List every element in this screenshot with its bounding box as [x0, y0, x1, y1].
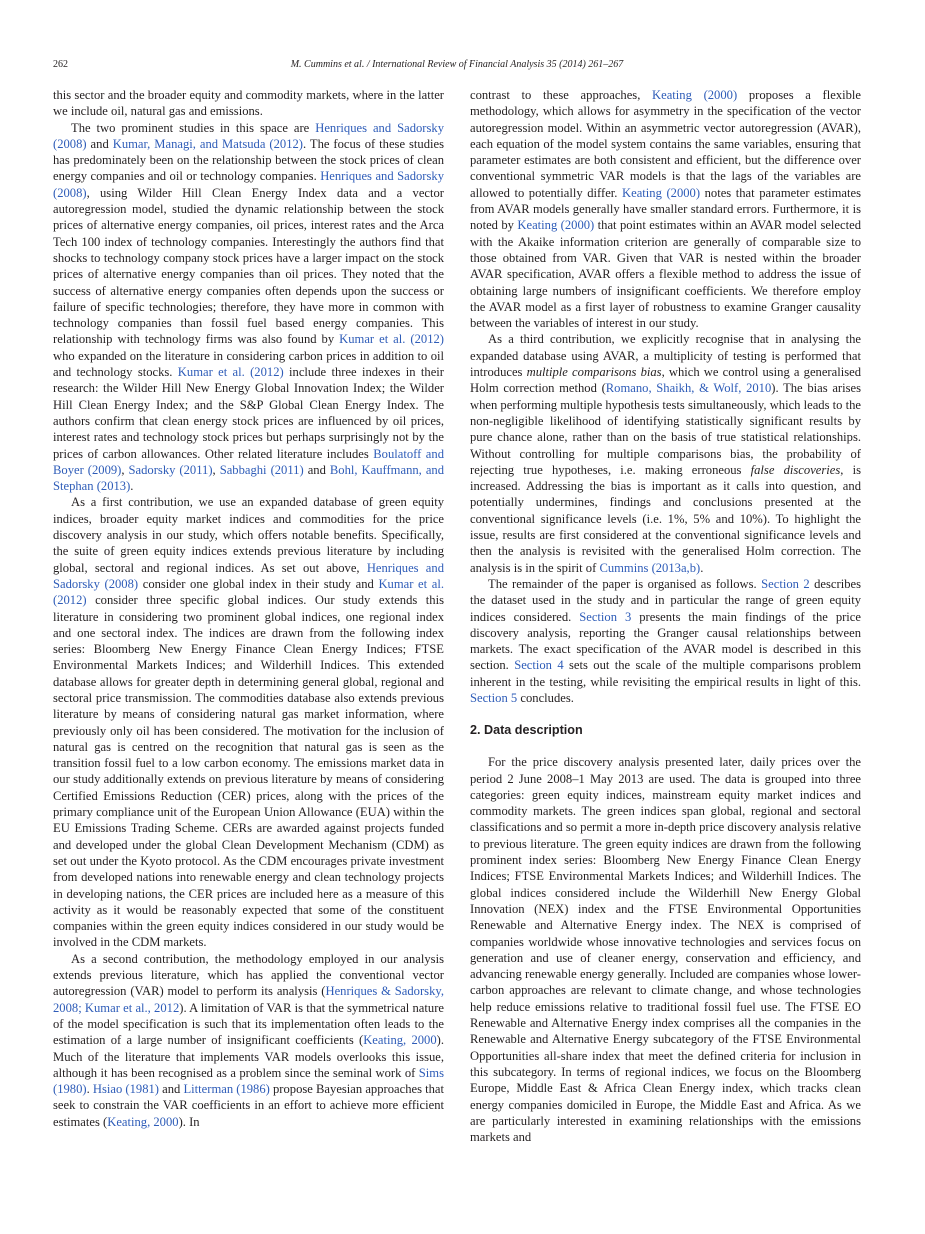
paragraph-first-contribution	[53, 494, 444, 950]
citation-link[interactable]: Hsiao (1981)	[92, 1082, 159, 1097]
running-header	[53, 57, 861, 73]
citation-link[interactable]: Boulatoff and Boyer (2009)	[53, 446, 444, 477]
citation-link[interactable]: Cummins (2013a,b)	[599, 560, 701, 575]
text: The remainder of the paper is organised as follows.	[488, 576, 762, 591]
emphasis: false discoveries	[750, 462, 841, 477]
text: concludes.	[517, 690, 574, 705]
text: , which we control using a generalised Holm correction method (	[470, 365, 862, 396]
paragraph-second-contribution	[53, 951, 444, 1130]
text: ). Much of the literature that implements VAR models overlooks this issue, although it has been recognised as a problem since the seminal work of	[53, 1033, 444, 1080]
text: contrast to these approaches,	[470, 88, 653, 102]
text: consider one global index in their study and	[138, 576, 379, 591]
section-link[interactable]: Section 3	[579, 609, 632, 624]
text: and	[303, 462, 330, 477]
text: ,	[121, 462, 129, 477]
citation-link[interactable]: Henriques and Sadorsky (2008)	[53, 169, 444, 200]
text: notes that parameter estimates from AVAR models generally have smaller standard errors. Furthermore, it is noted by	[470, 185, 861, 233]
citation-link[interactable]: Litterman (1986)	[183, 1082, 270, 1097]
citation-link[interactable]: Keating (2000)	[517, 218, 595, 233]
text: For the price discovery analysis presented later, daily prices over the period 2 June 2008–1 May 2013 are used. The data is grouped into three categories: green equity indices, mainstream equity market indices and commodity markets. The green indices span global, regional and sectoral classifications and so permit a more in-depth price discovery analysis relative to previous literature. The green equity indices are drawn from the following prominent index series: Bloomberg New Energy Finance Clean Energy Indices; FTSE Environmental Markets Indices; and Wilderhill Indices. The global indices considered include the Wilderhill New Energy Global Innovation (NEX) index and the FTSE Environmental Opportunities Renewable and Alternative Energy index. The NEX is comprised of companies worldwide whose innovative technologies and services focus on generation and use of cleaner energy, conservation and efficiency, and advancing renewable energy generally. Included are companies whose lower-carbon approaches are relevant to climate change, and whose technologies help reduce emissions relative to traditional fossil fuel use. The FTSE EO Renewable and Alternative Energy index comprises all the companies in the Renewable and Alternative Energy subcategory of the FTSE Environmental Opportunities all-share index that meet the defined criteria for inclusion in this subcategory. In terms of regional indices, we focus on the Bloomberg Europe, Middle East & Africa Clean Energy index, which tracks clean energy companies domiciled in Europe, the Middle East and Africa. As we are particularly interested in examining relationships with the emissions markets and	[470, 755, 861, 1145]
paragraph-avar	[470, 87, 861, 331]
text: who expanded on the literature in considering carbon prices in addition to oil and technology stocks.	[53, 348, 444, 380]
text: propose Bayesian approaches that seek to constrain the VAR coefficients in an effort to achieve more efficient estimates (	[53, 1082, 445, 1129]
text: and	[158, 1082, 184, 1097]
citation-link[interactable]: Henriques and Sadorsky (2008)	[53, 120, 444, 151]
paragraph-data-description	[470, 754, 861, 1145]
text: .	[86, 1082, 93, 1097]
citation-link[interactable]: Keating (2000)	[652, 88, 738, 102]
text: that point estimates within an AVAR model selected with the Akaike information criterion are generally of comparable size to those obtained from VAR. Given that VAR is nested within the broader AVAR specification, AVAR offers a flexible method to address the issue of obtaining large numbers of insignificant coefficients. We therefore employ the AVAR model as a first layer of robustness to examine Granger causality between the variables of interest in our study.	[470, 218, 861, 331]
text: presents the main findings of the price discovery analysis, reporting the Granger causal relationships between markets. The exact specification of the AVAR model is described in this section.	[470, 609, 861, 673]
citation-link[interactable]: Kumar et al. (2012)	[177, 365, 284, 380]
text: As a third contribution, we explicitly recognise that in analysing the expanded database using AVAR, a multiplicity of testing is performed that introduces	[470, 332, 861, 380]
citation-link[interactable]: Keating, 2000	[363, 1033, 437, 1048]
citation-link[interactable]: Bohl, Kauffmann, and Stephan (2013)	[53, 462, 444, 494]
paragraph-continuation	[53, 87, 444, 120]
section-link[interactable]: Section 4	[514, 658, 564, 673]
text: ). In	[178, 1114, 200, 1129]
text: ). A limitation of VAR is that the symmetrical nature of the model specification is such that its implementation often leads to the estimation of a large number of insignificant coefficients (	[53, 1000, 444, 1048]
text: this sector and the broader equity and commodity markets, where in the latter we include oil, natural gas and emissions.	[53, 88, 444, 119]
citation-link[interactable]: Henriques & Sadorsky, 2008; Kumar et al., 2012	[53, 984, 444, 1015]
citation-link[interactable]: Keating (2000)	[622, 185, 701, 200]
text: consider three specific global indices. Our study extends this literature in considering two prominent global indices, one regional index and one sectoral index. The indices are drawn from the following index series: Bloomberg New Energy Finance Clean Energy Indices; FTSE Environmental Markets Indices; and Wilderhill Indices. This extended database allows for greater depth in determining general global, regional and sectoral price transmission. The commodities database also extends previous literature by means of considering natural gas market information, where previously only oil has been considered. The motivation for the inclusion of natural gas is centred on the recognition that natural gas is seen as the transition fossil fuel to a low carbon economy. The emissions market data in our study additionally extends on previous literature by means of considering Certified Emissions Reduction (CER) prices, along with the prices of the primary compliance unit of the European Union Allowance (EUA) within the EU Emissions Trading Scheme. CERs are awarded against projects funded and developed under the global Clean Development Mechanism (CDM) as set out under the Kyoto protocol. As the CDM encourages private investment from developed nations into renewable energy and clean technology projects in developing nations, the CER prices are included here as a measure of this activity as it would be reasonably expected that some of the constituent companies within the green equity indices considered in our study would be involved in the CDM markets.	[53, 593, 444, 950]
citation-link[interactable]: Keating, 2000	[107, 1114, 179, 1129]
text: ). The bias arises when performing multiple hypothesis tests simultaneously, which leads to the non-negligible likelihood of identifying statistically significant results by pure chance alone, rather than on the basis of true statistical relationships. Without controlling for multiple comparisons bias, the probability of rejecting true hypotheses, i.e. making erroneous	[470, 381, 861, 477]
citation-link[interactable]: Sabbaghi (2011)	[219, 462, 304, 477]
section-link[interactable]: Section 5	[470, 690, 518, 705]
text: , using Wilder Hill Clean Energy Index data and a vector autoregression model, studied the dynamic relationship between the stock prices of alternative energy companies, oil prices, interest rates and the Arca Tech 100 index of technology companies. Interestingly the authors find that shocks to technology company stock prices have a larger impact on the stock prices of alternative energy companies than oil prices. They noted that the success of alternative energy companies often depends upon the success or failure of specific technologies; therefore, they have more in common with technology companies than fossil fuel based energy companies. This relationship with technology firms was also found by	[53, 185, 444, 347]
paragraph-third-contribution	[470, 331, 861, 575]
text: include three indexes in their research: the Wilder Hill New Energy Global Innovation Index; the Wilder Hill Clean Energy Index; and the S&P Global Clean Energy Index. The authors confirm that clean energy stock prices are influenced by oil prices, interest rates and technology stock prices but perhaps surprisingly not by the prices of carbon allowances. Other related literature includes	[53, 365, 444, 461]
section-heading: 2. Data description	[470, 723, 583, 738]
citation-link[interactable]: Sims (1980)	[53, 1065, 444, 1097]
text: proposes a flexible methodology, which allows for asymmetry in the specification of the vector autoregression model. Within an asymmetric vector autoregression (AVAR), each equation of the model system contains the same variables, ensuring that parameter estimates are both consistent and efficient, but the difference over conventional symmetric VAR models is that the lags of the variables are allowed to potentially differ.	[470, 88, 862, 200]
page-number: 262	[53, 59, 68, 70]
paragraph-prominent-studies	[53, 120, 444, 495]
text: .	[130, 479, 134, 494]
text: ,	[212, 462, 220, 477]
text: . The focus of these studies has predominately been on the relationship between the stock prices of clean energy companies and oil or technology companies.	[53, 136, 444, 184]
text: As a first contribution, we use an expanded database of green equity indices, broader equity market indices and commodities for the price discovery analysis in our study, which offers notable benefits. Specifically, the suite of green equity indices extends previous literature by including global, sectoral and regional indices. As set out above,	[53, 495, 444, 575]
text: and	[86, 136, 113, 151]
journal-reference: M. Cummins et al. / International Review of Financial Analysis 35 (2014) 261–267	[290, 59, 624, 70]
right-column	[470, 87, 861, 1145]
emphasis: multiple comparisons bias	[526, 365, 662, 380]
citation-link[interactable]: Romano, Shaikh, & Wolf, 2010	[605, 381, 772, 396]
text: , is increased. Addressing the bias is important as it calls into question, and potentially undermines, findings and conclusions presented at the conventional significance levels (i.e. 1%, 5% and 10%). To highlight the issue, results are first considered at the conventional significance levels and then the analysis is revisited with the generalised Holm correction. The analysis is in the spirit of	[470, 462, 861, 575]
citation-link[interactable]: Kumar et al. (2012)	[53, 576, 444, 608]
text: .	[700, 560, 704, 575]
citation-link[interactable]: Kumar et al. (2012)	[339, 332, 444, 347]
citation-link[interactable]: Sadorsky (2011)	[128, 462, 213, 477]
text: The two prominent studies in this space are	[71, 120, 316, 135]
left-column	[53, 87, 444, 1130]
citation-link[interactable]: Kumar, Managi, and Matsuda (2012)	[112, 136, 303, 151]
paragraph-paper-organisation	[470, 576, 861, 706]
text: As a second contribution, the methodology employed in our analysis extends previous literature, which has applied the conventional vector autoregression (VAR) model to perform its analysis (	[53, 951, 444, 999]
text: describes the dataset used in the study and in particular the range of green equity indices considered.	[470, 576, 861, 624]
section-link[interactable]: Section 2	[761, 576, 810, 591]
text: sets out the scale of the multiple comparisons problem inherent in the testing, while revisiting the empirical results in light of this.	[470, 658, 861, 689]
citation-link[interactable]: Henriques and Sadorsky (2008)	[53, 560, 444, 591]
